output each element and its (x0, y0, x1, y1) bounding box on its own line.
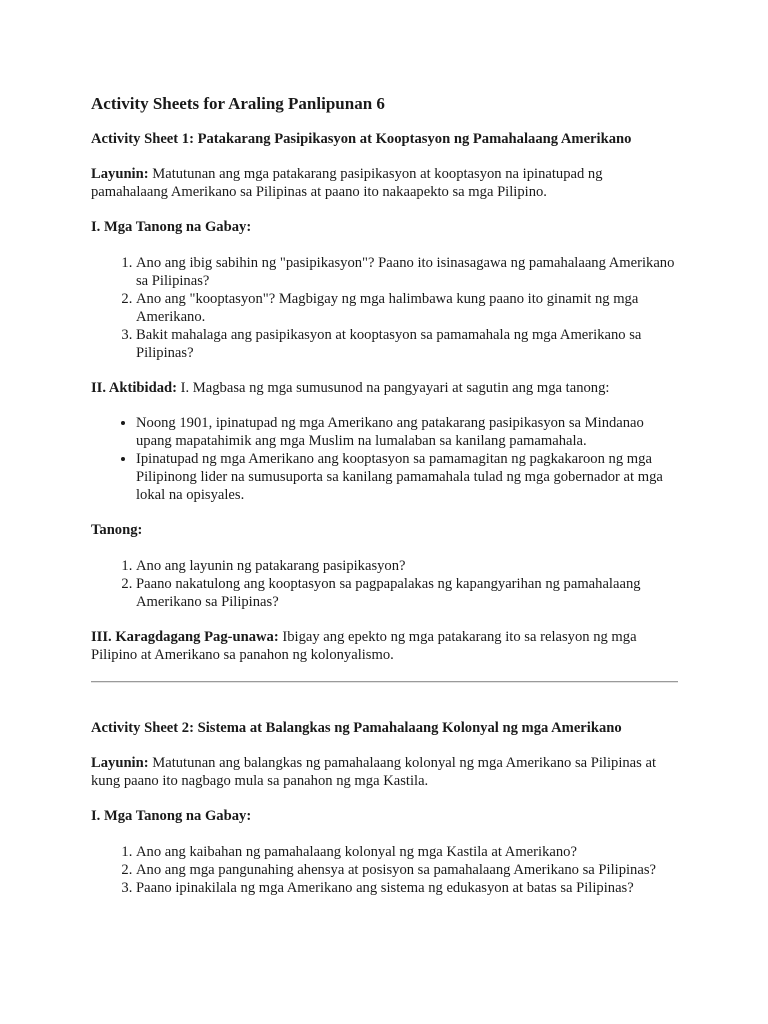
sheet1-layunin-label: Layunin: (91, 166, 149, 182)
sheet1-section3-label: III. Karagdagang Pag-unawa: (91, 629, 279, 645)
sheet2-layunin-label: Layunin: (91, 755, 149, 771)
list-item: 2. Ano ang mga pangunahing ahensya at posisyon sa pamahalaang Amerikano sa Pilipinas? (136, 861, 681, 879)
sheet1-aktibidad-label: II. Aktibidad: (91, 380, 177, 396)
sheet1-layunin-text: Matutunan ang mga patakarang pasipikasyon at kooptasyon na ipinatupad ng pamahalaang Amerikano sa Pilipinas at paano ito nakaapekto sa mga Pilipino. (91, 166, 603, 200)
sheet2-layunin-text: Matutunan ang balangkas ng pamahalaang kolonyal ng mga Amerikano sa Pilipinas at kung paano ito nagbago mula sa panahon ng mga Kastila. (91, 755, 657, 789)
list-item: 1. Ano ang kaibahan ng pamahalaang kolonyal ng mga Kastila at Amerikano? (136, 843, 681, 861)
sheet2-section1-title: I. Mga Tanong na Gabay: (91, 808, 252, 824)
sheet2-layunin (91, 754, 681, 790)
sheet1-tanong-list (91, 557, 681, 611)
sheet2-heading: Activity Sheet 2: Sistema at Balangkas ng Pamahalaang Kolonyal ng mga Amerikano (91, 720, 622, 736)
sheet1-tanong-title: Tanong: (91, 522, 143, 538)
list-item: 1. Ano ang ibig sabihin ng "pasipikasyon"? Paano ito isinasagawa ng pamahalaang Amerikano sa Pilipinas? (136, 254, 681, 290)
list-item: 3. Paano ipinakilala ng mga Amerikano ang sistema ng edukasyon at batas sa Pilipinas? (136, 879, 681, 897)
list-item: • Ipinatupad ng mga Amerikano ang kooptasyon sa pamamagitan ng pagkakaroon ng mga Pilipinong lider na sumusuporta sa kanilang pamamahala tulad ng mga gobernador at mga lokal na opisyales. (136, 450, 681, 504)
sheet2-questions-list (91, 843, 681, 897)
list-item: 1. Ano ang layunin ng patakarang pasipikasyon? (136, 557, 681, 575)
document-title: Activity Sheets for Araling Panlipunan 6 (91, 94, 385, 113)
sheet1-section3 (91, 628, 681, 664)
document-page (91, 94, 681, 914)
sheet1-section1-title: I. Mga Tanong na Gabay: (91, 219, 252, 235)
list-item: 2. Ano ang "kooptasyon"? Magbigay ng mga halimbawa kung paano ito ginamit ng mga Amerikano. (136, 290, 681, 326)
sheet1-layunin (91, 165, 681, 201)
list-item: • Noong 1901, ipinatupad ng mga Amerikano ang patakarang pasipikasyon sa Mindanao upang mapatahimik ang mga Muslim na lumalaban sa kanilang pamamahala. (136, 414, 681, 450)
sheet1-heading: Activity Sheet 1: Patakarang Pasipikasyon at Kooptasyon ng Pamahalaang Amerikano (91, 131, 632, 147)
list-item: 3. Bakit mahalaga ang pasipikasyon at kooptasyon sa pamamahala ng mga Amerikano sa Pilipinas? (136, 326, 681, 362)
sheet1-events-list (91, 414, 681, 504)
sheet1-questions-list (91, 254, 681, 362)
sheet1-section3-text: Ibigay ang epekto ng mga patakarang ito sa relasyon ng mga Pilipino at Amerikano sa panahon ng kolonyalismo. (91, 629, 637, 663)
sheet1-aktibidad-text: I. Magbasa ng mga sumusunod na pangyayari at sagutin ang mga tanong: (176, 380, 610, 396)
section-divider (91, 681, 678, 683)
list-item: 2. Paano nakatulong ang kooptasyon sa pagpapalakas ng kapangyarihan ng pamahalaang Amerikano sa Pilipinas? (136, 575, 681, 611)
sheet1-aktibidad (91, 379, 681, 397)
